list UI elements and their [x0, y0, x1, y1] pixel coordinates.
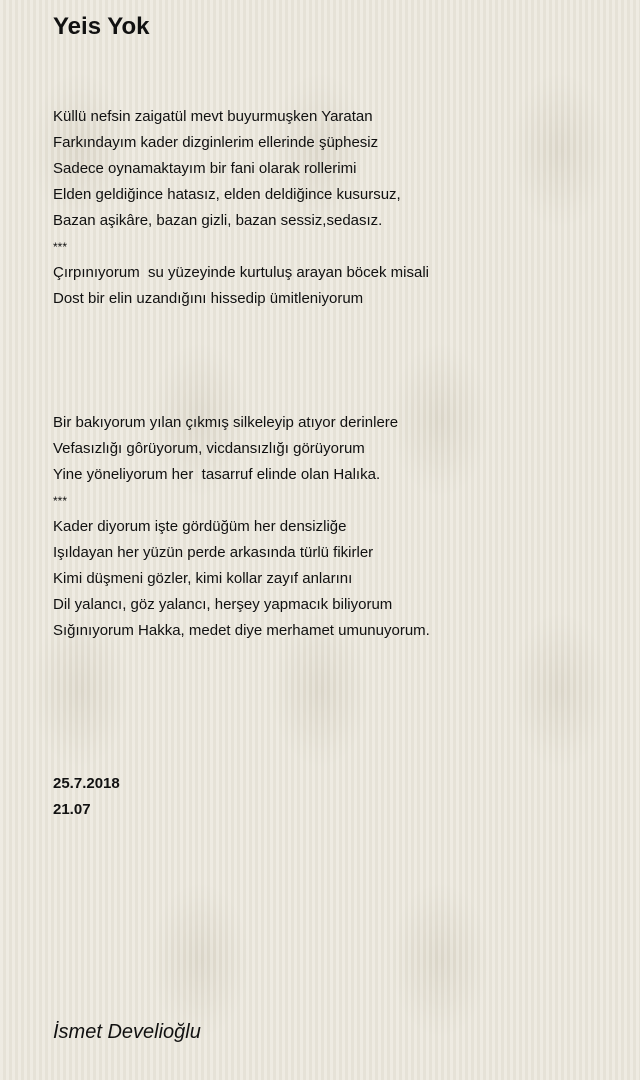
poem-line: Kader diyorum işte gördüğüm her densizliğe	[53, 518, 347, 535]
poem-line: Bazan aşikâre, bazan gizli, bazan sessiz,sedasız.	[53, 212, 383, 229]
author-signature: İsmet Develioğlu	[53, 1021, 201, 1043]
poem-line: Farkındayım kader dizginlerim ellerinde şüphesiz	[53, 134, 379, 151]
poem-line: Sadece oynamaktayım bir fani olarak rollerimi	[53, 160, 357, 177]
poem-line: Küllü nefsin zaigatül mevt buyurmuşken Yaratan	[53, 108, 373, 125]
poem-line: Işıldayan her yüzün perde arkasında türlü fikirler	[53, 544, 374, 561]
poem-line: Dost bir elin uzandığını hissedip ümitleniyorum	[53, 290, 364, 307]
poem-line: Çırpınıyorum su yüzeyinde kurtuluş arayan böcek misali	[53, 264, 429, 281]
poem-line: Yine yöneliyorum her tasarruf elinde olan Halıka.	[53, 466, 381, 483]
poem-line: Dil yalancı, göz yalancı, herşey yapmacık biliyorum	[53, 596, 393, 613]
poem-date: 25.7.2018	[53, 775, 120, 792]
stanza-2	[53, 410, 430, 644]
stanza-separator: ***	[53, 240, 68, 254]
poem-line: Elden geldiğince hatasız, elden deldiğince kusursuz,	[53, 186, 401, 203]
stanza-separator: ***	[53, 494, 68, 508]
poem-line: Vefasızlığı gôrüyorum, vicdansızlığı görüyorum	[53, 440, 365, 457]
poem-line: Kimi düşmeni gözler, kimi kollar zayıf anlarını	[53, 570, 353, 587]
stanza-1	[53, 104, 429, 312]
poem-line: Sığınıyorum Hakka, medet diye merhamet umunuyorum.	[53, 622, 430, 639]
date-block	[53, 771, 120, 823]
poem-title: Yeis Yok	[53, 13, 150, 40]
poem-line: Bir bakıyorum yılan çıkmış silkeleyip atıyor derinlere	[53, 414, 399, 431]
poem-time: 21.07	[53, 801, 91, 818]
